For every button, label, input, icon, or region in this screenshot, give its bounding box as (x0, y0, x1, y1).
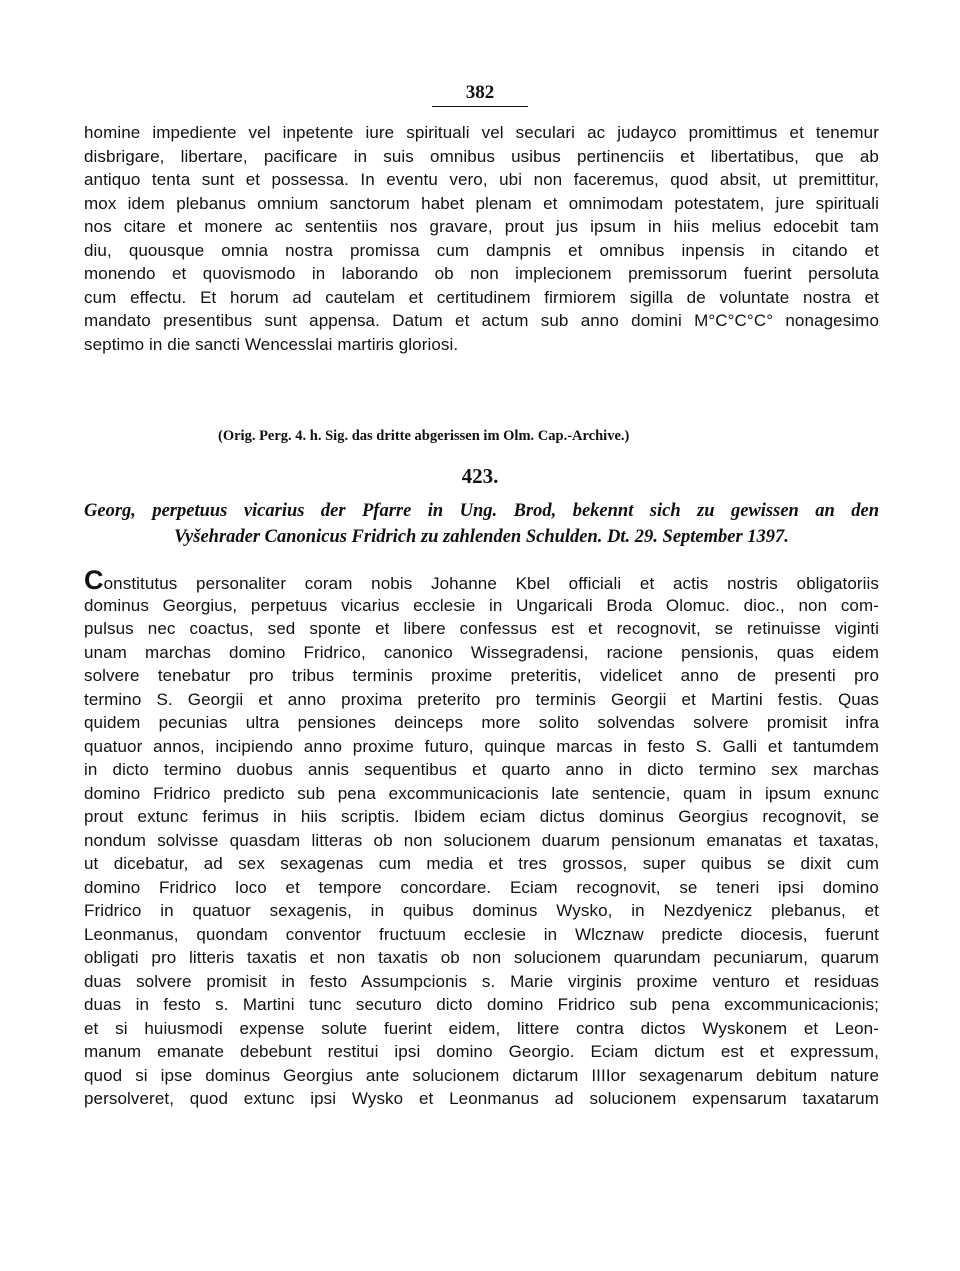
text-line: antiquo tenta sunt et possessa. In eventu vero, ubi non faceremus, quod absit, ut premittitur, (84, 170, 879, 189)
drop-cap: C (84, 565, 104, 595)
text-line: diu, quousque omnia nostra promissa cum dampnis et omnibus inpensis in citando et (84, 240, 879, 260)
heading-line-2: Vyšehrader Canonicus Fridrich zu zahlenden Schulden. Dt. 29. September 1397. (174, 527, 789, 547)
text-line: cum effectu. Et horum ad cautelam et certitudinem firmiorem sigilla de voluntate nostra et (84, 287, 879, 307)
text-line-rest: onstitutus personaliter coram nobis Johanne Kbel officiali et actis nostris obligatoriis (103, 574, 879, 593)
text-line: ut dicebatur, ad sex sexagenas cum media et tres grossos, super quibus se dixit cum (84, 854, 879, 873)
text-line: mandato presentibus sunt appensa. Datum et actum sub anno domini M°C°C°C° nonagesimo (84, 311, 879, 330)
text-line: quod si ipse dominus Georgius ante solucionem dictarum IIIIor sexagenarum debitum nature (84, 1065, 879, 1085)
text-line: mox idem plebanus omnium sanctorum habet plenam et omnimodam potestatem, jure spirituali (84, 193, 879, 213)
text-line: quidem pecunias ultra pensiones deinceps more solito solvendas solvere promisit infra (84, 713, 879, 732)
paragraph-continued (84, 121, 879, 356)
text-line: in dicto termino duobus annis sequentibus et quarto anno in dicto termino sex marchas (84, 760, 879, 779)
text-line: monendo et quovismodo in laborando ob non implecionem premissorum fuerint persoluta (84, 264, 879, 283)
text-line: quatuor annos, incipiendo anno proxime futuro, quinque marcas in festo S. Galli et tantumdem (84, 736, 879, 756)
text-line: Fridrico in quatuor sexagenis, in quibus dominus Wysko, in Nezdyenicz plebanus, et (84, 901, 879, 920)
text-line: domino Fridrico predicto sub pena excommunicacionis late sentencie, quam in ipsum exnunc (84, 783, 879, 803)
text-line: nos citare et monere ac sententiis nos gravare, prout jus ipsum in hiis melius edocebit tam (84, 217, 879, 236)
text-line: solvere tenebatur pro tribus terminis proxime preteritis, videlicet anno de presenti pro (84, 666, 879, 685)
text-line: nondum solvisse quasdam litteras ob non solucionem duarum pensionum emanatas et taxatas, (84, 830, 879, 850)
text-line: persolveret, quod extunc ipsi Wysko et Leonmanus ad solucionem expensarum taxatarum (84, 1089, 879, 1108)
text-line: disbrigare, libertare, pacificare in suis omnibus usibus pertinenciis et libertatibus, que ab (84, 146, 879, 166)
document-heading (84, 498, 879, 550)
text-line: unam marchas domino Fridrico, canonico Wissegradensi, racione pensionis, quas eidem (84, 642, 879, 662)
archive-note: (Orig. Perg. 4. h. Sig. das dritte abgerissen im Olm. Cap.-Archive.) (218, 428, 630, 444)
text-line: homine impediente vel inpetente iure spirituali vel seculari ac judayco promittimus et tenemur (84, 123, 879, 142)
text-line: et si huiusmodi expense solute fuerint eidem, littere contra dictos Wyskonem et Leon- (84, 1018, 879, 1038)
text-line: duas in festo s. Martini tunc secuturo dicto domino Fridrico sub pena excommunicacionis; (84, 995, 879, 1014)
text-line: septimo in die sancti Wencesslai martiris gloriosi. (84, 334, 459, 354)
paragraph-main (84, 565, 879, 1111)
text-line: prout extunc ferimus in hiis scriptis. Ibidem eciam dictus dominus Georgius recognovit, se (84, 807, 879, 826)
text-line: Leonmanus, quondam conventor fructuum ecclesie in Wlcznaw predicte diocesis, fuerunt (84, 924, 879, 944)
page-number: 382 (432, 82, 528, 107)
text-line (84, 565, 879, 595)
text-line: dominus Georgius, perpetuus vicarius ecclesie in Ungaricali Broda Olomuc. dioc., non com- (84, 595, 879, 615)
text-line: obligati pro litteris taxatis et non taxatis ob non solucionem quarundam pecuniarum, quarum (84, 948, 879, 967)
document-number: 423. (461, 464, 499, 488)
text-line: pulsus nec coactus, sed sponte et libere confessus est et recognovit, se retinuisse viginti (84, 619, 879, 638)
text-line: termino S. Georgii et anno proxima preterito pro terminis Georgii et Martini festis. Quas (84, 689, 879, 709)
text-line: duas solvere promisit in festo Assumpcionis s. Marie virginis proxime venturo et residuas (84, 971, 879, 991)
heading-line-1: Georg, perpetuus vicarius der Pfarre in Ung. Brod, bekennt sich zu gewissen an den (84, 501, 879, 521)
text-line: domino Fridrico loco et tempore concordare. Eciam recognovit, se teneri ipsi domino (84, 877, 879, 897)
text-line: manum emanate debebunt restitui ipsi domino Georgio. Eciam dictum est et expressum, (84, 1042, 879, 1061)
